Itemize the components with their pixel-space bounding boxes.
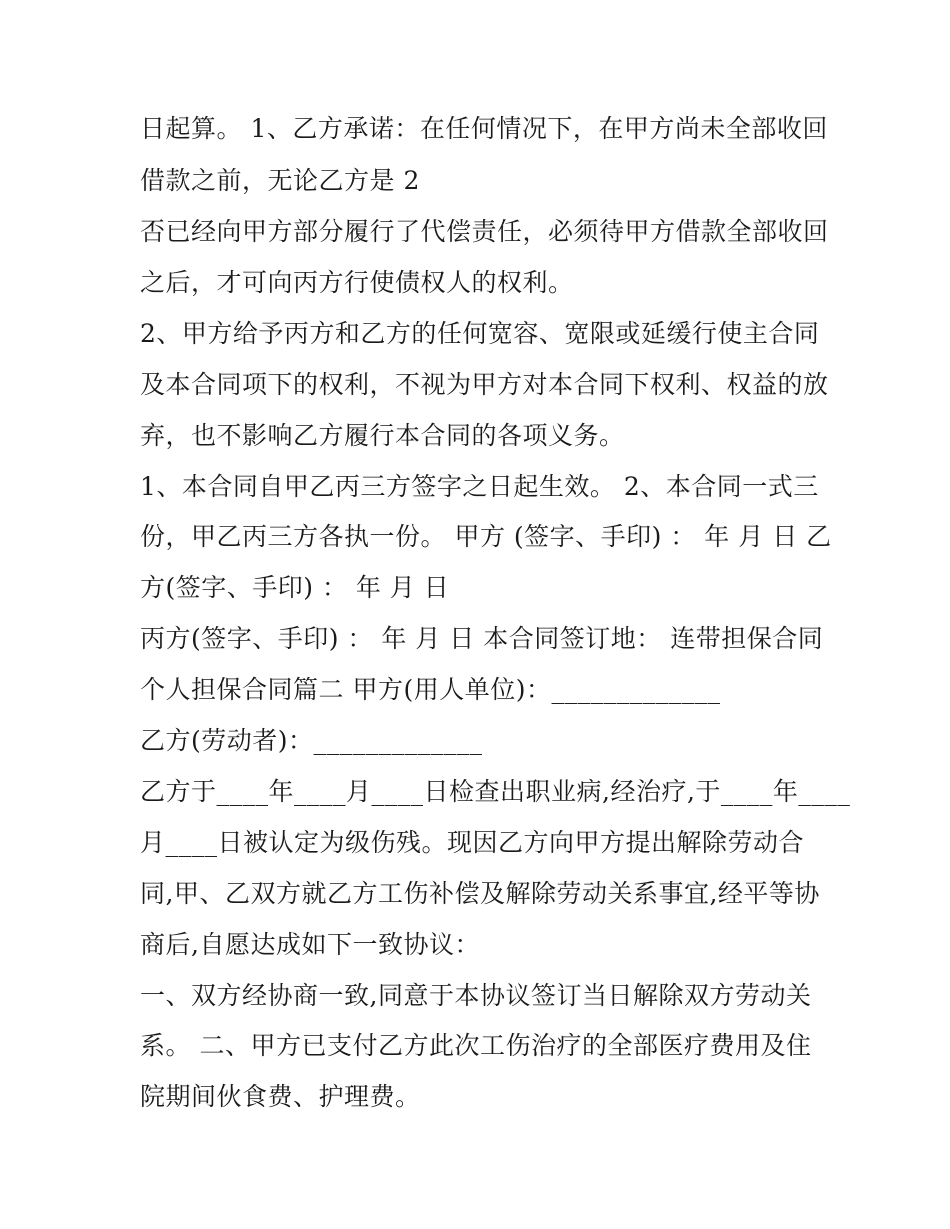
text-line: 借款之前，无论乙方是 2 (140, 166, 420, 195)
text-line: 同,甲、乙双方就乙方工伤补偿及解除劳动关系事宜,经平等协 (140, 879, 820, 908)
text-line: 一、双方经协商一致,同意于本协议签订当日解除双方劳动关 (140, 981, 812, 1010)
text-line: 商后,自愿达成如下一致协议： (140, 930, 480, 959)
text-line: 2、甲方给予丙方和乙方的任何宽容、宽限或延缓行使主合同 (140, 319, 820, 348)
text-line: 方(签字、手印) ： 年 月 日 (140, 573, 450, 602)
text-line: 系。 二、甲方已支付乙方此次工伤治疗的全部医疗费用及住 (140, 1031, 812, 1060)
text-line: 否已经向甲方部分履行了代偿责任，必须待甲方借款全部收回 (140, 217, 829, 246)
text-line: 院期间伙食费、护理费。 (140, 1082, 421, 1111)
text-line: 丙方(签字、手印) ： 年 月 日 本合同签订地： 连带担保合同 (140, 624, 824, 653)
text-line: 个人担保合同篇二 甲方(用人单位)：_____________ (140, 675, 721, 704)
text-line: 1、本合同自甲乙丙三方签字之日起生效。 2、本合同一式三 (140, 472, 819, 501)
text-line: 之后，才可向丙方行使债权人的权利。 (140, 268, 574, 297)
text-line: 弃，也不影响乙方履行本合同的各项义务。 (140, 421, 625, 450)
text-line: 日起算。 1、乙方承诺：在任何情况下，在甲方尚未全部收回 (140, 114, 828, 143)
text-line: 及本合同项下的权利，不视为甲方对本合同下权利、权益的放 (140, 370, 829, 399)
text-line: 份，甲乙丙三方各执一份。 甲方 (签字、手印) ： 年 月 日 乙 (140, 522, 832, 551)
text-line: 乙方(劳动者)：_____________ (140, 726, 483, 755)
text-line: 乙方于____年____月____日检查出职业病,经治疗,于____年____ (140, 777, 851, 806)
text-line: 月____日被认定为级伤残。现因乙方向甲方提出解除劳动合 (140, 828, 805, 857)
